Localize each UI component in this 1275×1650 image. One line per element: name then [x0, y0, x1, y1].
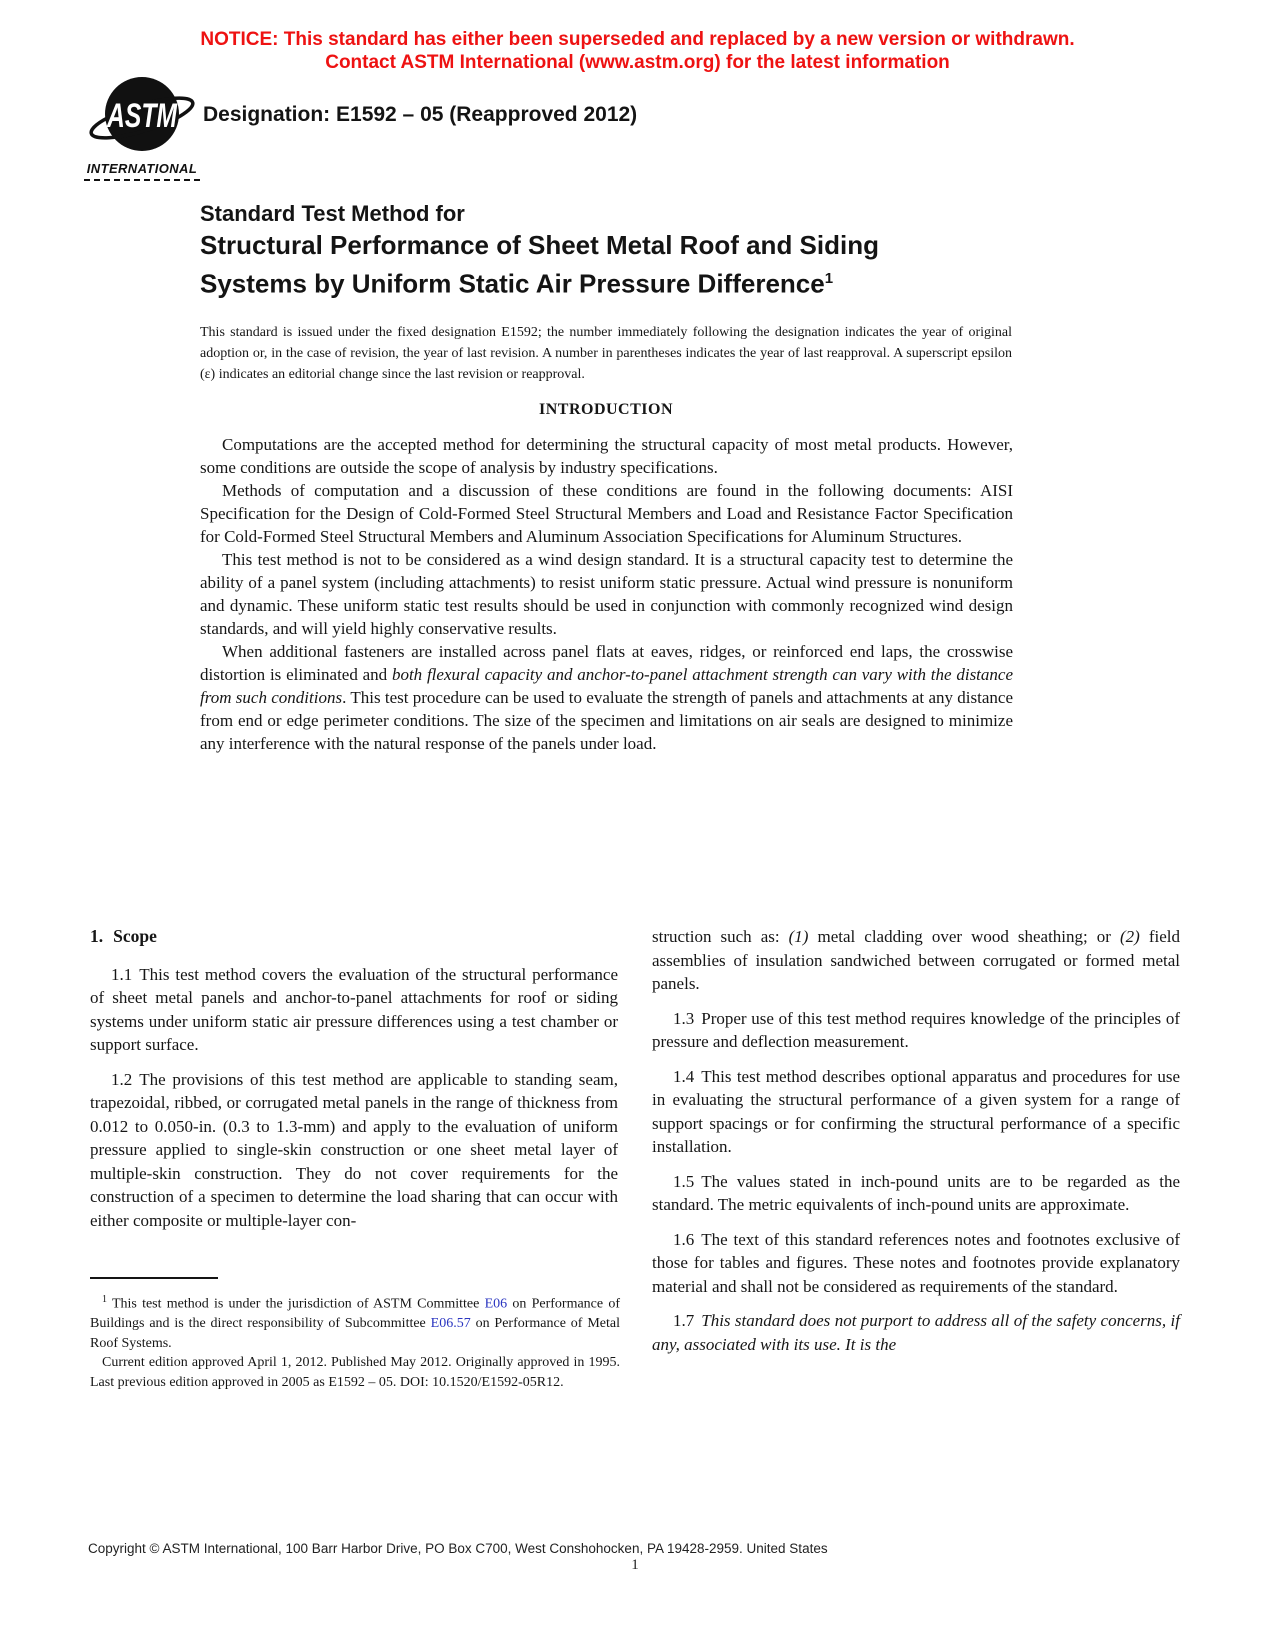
copyright-line: Copyright © ASTM International, 100 Barr Harbor Drive, PO Box C700, West Conshohocken, PA 19428-2959. United States — [88, 1541, 828, 1556]
astm-logo-text: ASTM — [106, 97, 178, 135]
astm-globe-icon — [86, 74, 198, 160]
title-line-2: Structural Performance of Sheet Metal Roof and Siding — [200, 230, 879, 260]
introduction-body — [200, 433, 1013, 755]
introduction-heading: INTRODUCTION — [538, 401, 673, 418]
section-1-7: 1.7 This standard does not purport to address all of the safety concerns, if any, associated with its use. It is the — [652, 1311, 1180, 1354]
astm-logo — [84, 74, 200, 181]
intro-paragraph-3: This test method is not to be considered as a wind design standard. It is a structural capacity test to determine the ability of a panel system (including attachments) to resist uniform static pressure. Actual wind pressure is nonuniform and dynamic. These uniform static test results should be used in conjunction with commonly recognized wind design standards, and will yield highly conservative results. — [200, 550, 1013, 638]
footnote-1: $^1$ This test method is under the jurisdiction of ASTM Committee E06 on Performance of Buildings and is the direct responsibility of Subcommittee E06.57 on Performance of Metal Roof Systems. — [90, 1294, 620, 1351]
section-1-4: 1.4 This test method describes optional apparatus and procedures for use in evaluating the structural performance of a given system for a range of support spacings or for confirming the structural performance of a specific installation. — [652, 1066, 1180, 1156]
withdrawal-notice — [0, 28, 1275, 74]
intro-paragraph-2: Methods of computation and a discussion of these conditions are found in the following documents: AISI Specification for the Design of Cold-Formed Steel Structural Members and Load and Resistance Factor Specification for Cold-Formed Steel Structural Members and Aluminum Association Specifications for Aluminum Structures. — [200, 481, 1013, 546]
section-1-2-continuation: struction such as: (1) metal cladding over wood sheathing; or (2) field assemblies of insulation sandwiched between corrugated or formed metal panels. — [652, 927, 1180, 993]
link-e06[interactable]: E06 — [484, 1296, 508, 1312]
intro-paragraph-4: When additional fasteners are installed across panel flats at eaves, ridges, or reinforced end laps, the crosswise distortion is eliminated and both flexural capacity and anchor-to-panel attachment strength can vary with the distance from such conditions. This test procedure can be used to evaluate the strength of panels and attachments at any distance from end or edge perimeter conditions. The size of the specimen and limitations on air seals are designed to minimize any interference with the natural response of the panels under load. — [200, 642, 1013, 753]
section-1-2: 1.2 The provisions of this test method are applicable to standing seam, trapezoidal, ribbed, or corrugated metal panels in the range of thickness from 0.012 to 0.050-in. (0.3 to 1.3-mm) and apply to the evaluation of uniform pressure applied to single-skin construction or one sheet metal layer of multiple-skin construction. They do not cover requirements for the construction of a specimen to determine the load sharing that can occur with either composite or multiple-layer con- — [90, 1069, 618, 1230]
document-title — [200, 198, 990, 301]
footnote-block — [90, 1290, 620, 1392]
notice-line-2: Contact ASTM International (www.astm.org) for the latest information — [325, 52, 950, 73]
page-number: 1 — [631, 1557, 639, 1573]
right-column — [652, 925, 1180, 1367]
title-footnote-ref: 1 — [824, 270, 834, 287]
left-column — [90, 925, 618, 1243]
section-1-6: 1.6 The text of this standard references notes and footnotes exclusive of those for tables and figures. These notes and footnotes provide explanatory material and shall not be considered as requirements of the standard. — [652, 1229, 1180, 1296]
footnote-separator — [90, 1277, 218, 1279]
notice-line-1: NOTICE: This standard has either been superseded and replaced by a new version or withdrawn. — [200, 29, 1075, 50]
title-line-3: Systems by Uniform Static Air Pressure Difference$^1$ — [200, 268, 834, 299]
designation-line: Designation: E1592 – 05 (Reapproved 2012) — [203, 103, 638, 126]
footnote-1-edition: Current edition approved April 1, 2012. Published May 2012. Originally approved in 1995. Last previous edition approved in 2005 as E1592 – 05. DOI: 10.1520/E1592-05R12. — [90, 1355, 620, 1390]
intro-paragraph-1: Computations are the accepted method for determining the structural capacity of most metal products. However, some conditions are outside the scope of analysis by industry specifications. — [200, 435, 1013, 477]
link-e06-57[interactable]: E06.57 — [430, 1316, 471, 1332]
scope-heading: 1. Scope — [90, 926, 157, 946]
title-line-1: Standard Test Method for — [200, 201, 465, 226]
astm-logo-subtext: INTERNATIONAL — [84, 161, 200, 181]
issued-note: This standard is issued under the fixed designation E1592; the number immediately following the designation indicates the year of original adoption or, in the case of revision, the year of last revision. A number in parentheses indicates the year of last reapproval. A superscript epsilon (ε) indicates an editorial change since the last revision or reapproval. — [200, 325, 1012, 382]
section-1-1: 1.1 This test method covers the evaluation of the structural performance of sheet metal panels and anchor-to-panel attachments for roof or siding systems under uniform static air pressure differences using a test chamber or support surface. — [90, 964, 618, 1054]
section-1-5: 1.5 The values stated in inch-pound units are to be regarded as the standard. The metric equivalents of inch-pound units are approximate. — [652, 1171, 1180, 1214]
section-1-3: 1.3 Proper use of this test method requires knowledge of the principles of pressure and deflection measurement. — [652, 1008, 1180, 1051]
